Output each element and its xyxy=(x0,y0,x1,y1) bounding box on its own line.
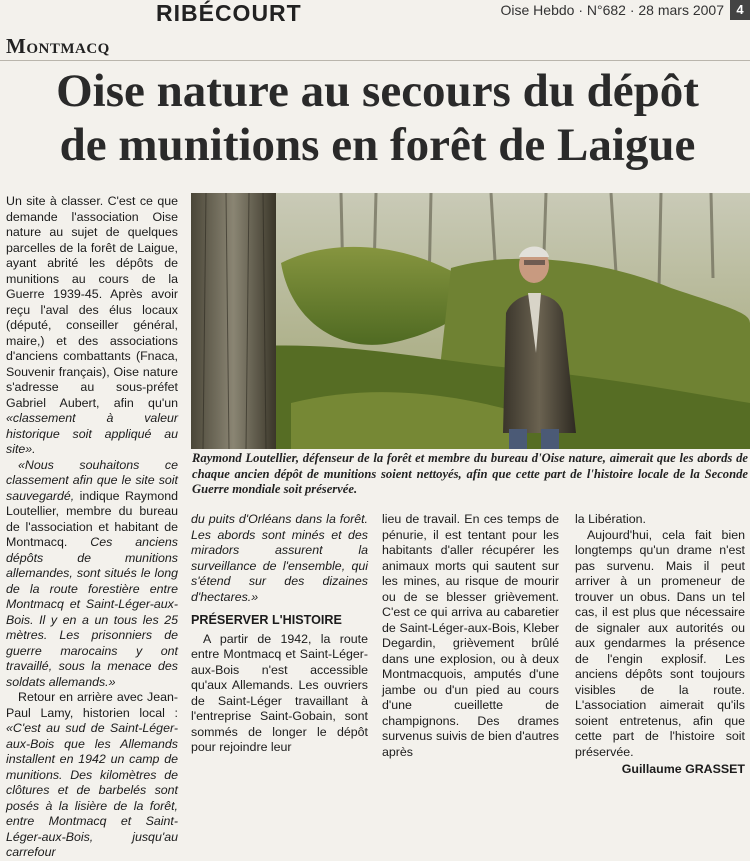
paragraph: la Libération. xyxy=(575,512,646,526)
author-first-name: Guillaume xyxy=(621,762,682,776)
author-last-name: GRASSET xyxy=(685,762,745,776)
article-headline xyxy=(10,64,745,172)
subheading: PRÉSERVER L'HISTOIRE xyxy=(191,613,342,627)
article-column-3 xyxy=(382,512,559,760)
headline-line-1: Oise nature au secours du dépôt xyxy=(56,65,699,117)
section-title: RIBÉCOURT xyxy=(156,0,302,26)
paragraph: Retour en arrière avec Jean-Paul Lamy, historien local : «C'est au sud de Saint-Léger-aux-Bois que les Allemands installent en 1942 un camp de munitions. Des kilomètres de clôtures et de barbelés sont posés à la lisière de la forêt, entre Montmacq et Saint-Léger-aux-Bois, jusqu'au carrefour xyxy=(6,690,178,859)
paragraph: «Nous souhaitons ce classement afin que le site soit sauvegardé, indique Raymond Loutellier, membre du bureau de l'association et habitant de Montmacq. Ces anciens dépôts de munitions allemandes, sont situés le long de la route forestière entre Montmacq et Saint-Léger-aux-Bois. Il y en a un tous les 25 mètres. Les prisonniers de guerre marocains y ont travaillé, sous la menace des soldats allemands.» xyxy=(6,457,178,689)
forest-photo xyxy=(191,193,750,449)
paragraph: du puits d'Orléans dans la forêt. Les abords sont minés et des miradors assurent la surveillance de l'ensemble, qui s'étend sur des dizaines d'hectares.» xyxy=(191,512,368,604)
article-column-4 xyxy=(575,512,745,778)
paragraph: A partir de 1942, la route entre Montmacq et Saint-Léger-aux-Bois n'est accessible qu'aux Allemands. Les ouvriers de Saint-Léger travaillant à l'entreprise Saint-Gobain, sont sommés de longer le dépôt pour rejoindre leur xyxy=(191,631,368,754)
photo-caption: Raymond Loutellier, défenseur de la forêt et membre du bureau d'Oise nature, aimerait que les abords de chaque ancien dépôt de munitions soient nettoyés, afin que cette part de l'histoire locale de la Seconde Guerre mondiale soit préservée. xyxy=(192,451,748,496)
forest-photo-image xyxy=(191,193,750,449)
paragraph: Un site à classer. C'est ce que demande l'association Oise nature au sujet de quelques parcelles de la forêt de Laigue, ayant abrité les dépôts de munitions au cours de la Guerre 1939-45. Après avoir reçu l'aval des élus locaux (député, conseiller général, maire,) et des associations d'anciens combattants (Fnaca, Souvenir français), Oise nature s'adresse au sous-préfet Gabriel Aubert, afin qu'un «classement à valeur historique soit appliqué au site». xyxy=(6,194,178,456)
author-signature xyxy=(575,762,745,778)
article-kicker: Montmacq xyxy=(6,34,110,58)
paragraph: Aujourd'hui, cela fait bien longtemps qu'un drame n'est pas survenu. Mais il peut arriver à un promeneur de trouver un obus. Dans un tel cas, il est plus que nécessaire de signaler aux autorités ou aux gendarmes la présence de l'engin explosif. Les anciens dépôts sont toujours visibles de la route. L'association aimerait qu'ils soient entretenus, afin que cette part de l'histoire soit préservée. xyxy=(575,527,745,759)
publication-info: Oise Hebdo · N°682 · 28 mars 2007 xyxy=(500,2,724,18)
paragraph: lieu de travail. En ces temps de pénurie, il est tentant pour les habitants d'aller récupérer les animaux morts qui sautent sur les mines, au risque de mourir ou de se blesser grièvement. C'est ce qui arriva au cabaretier de Saint-Léger-aux-Bois, Kleber Degardin, grièvement brûlé dans une explosion, ou à deux Montmacquois, amputés d'une jambe ou d'un pied au cours d'une cueillette de champignons. Des drames survenus suivis de bien d'autres après xyxy=(382,512,559,759)
headline-line-2: de munitions en forêt de Laigue xyxy=(59,119,696,171)
page-header xyxy=(0,0,750,28)
article-column-2 xyxy=(191,512,368,756)
article-column-1 xyxy=(6,194,178,861)
divider xyxy=(0,60,750,61)
page-number: 4 xyxy=(730,0,750,20)
